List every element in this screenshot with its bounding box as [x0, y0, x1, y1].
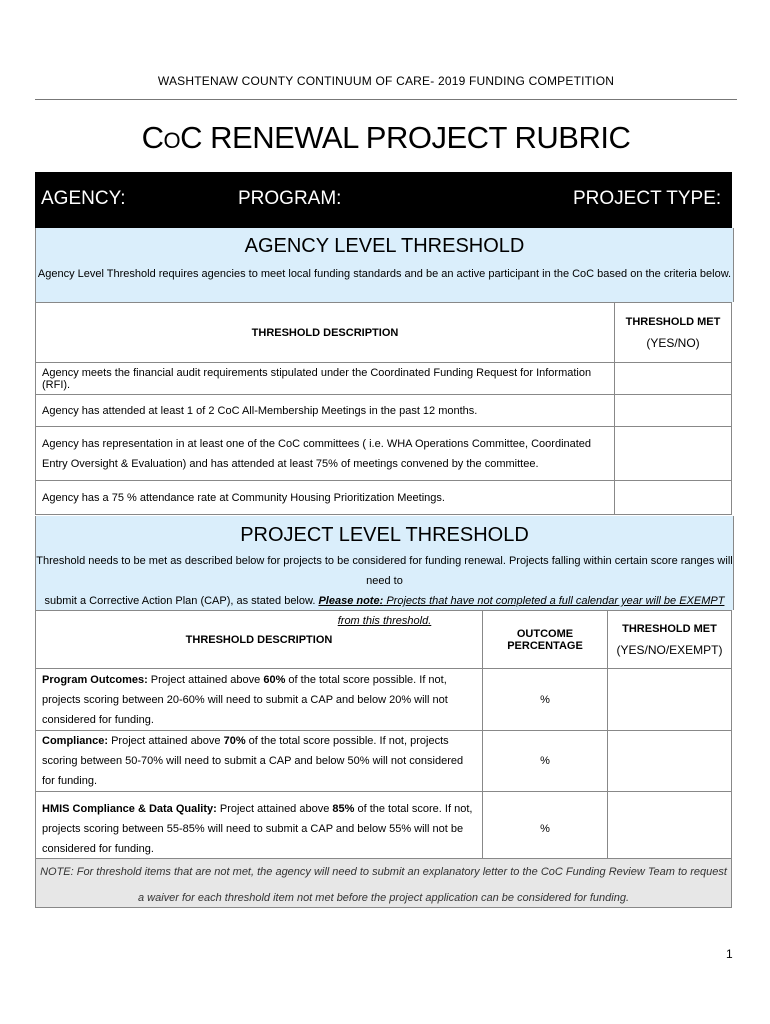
agency-label: AGENCY:: [41, 188, 126, 209]
project-row-desc: [36, 792, 483, 866]
project-threshold-table: [35, 610, 732, 866]
project-threshold-heading: PROJECT LEVEL THRESHOLD: [240, 524, 529, 546]
row-threshold: 60%: [263, 673, 286, 686]
project-type-label: PROJECT TYPE:: [573, 188, 722, 209]
table-row: [36, 481, 732, 515]
agency-col-met: [615, 303, 732, 363]
agency-threshold-table: [35, 302, 732, 515]
row-label: HMIS Compliance & Data Quality:: [42, 802, 217, 815]
row-threshold: 85%: [332, 802, 355, 815]
row-text: of the total score possible. If not, projects scoring between 50-70% will need to submit a CAP and below 50% will not considered for funding.: [42, 735, 464, 787]
project-col-met-line2: (YES/NO/EXEMPT): [616, 642, 723, 657]
title-c: C: [141, 120, 164, 155]
table-row: [36, 427, 732, 481]
agency-row-met-cell[interactable]: [615, 481, 732, 515]
title-rest: C RENEWAL PROJECT RUBRIC: [180, 120, 631, 155]
header-divider: [35, 99, 737, 100]
agency-col-met-line2: (YES/NO): [646, 335, 700, 350]
row-text: Project attained above: [147, 673, 264, 686]
project-col-outcome: OUTCOME PERCENTAGE: [483, 611, 608, 669]
row-text: Project attained above: [216, 802, 333, 815]
outcome-percentage-cell[interactable]: %: [483, 669, 608, 731]
agency-row-desc: Agency has attended at least 1 of 2 CoC All-Membership Meetings in the past 12 months.: [36, 395, 615, 427]
page-title: [35, 120, 737, 156]
outcome-percentage-cell[interactable]: %: [483, 731, 608, 792]
title-o: O: [163, 128, 181, 153]
agency-row-desc: Agency has representation in at least one of the CoC committees ( i.e. WHA Operations Committee, Coordinated Entry Oversight & Evaluation) and has attended at least 75% of meetings convened by the committee.: [36, 427, 615, 481]
project-col-met: [608, 611, 732, 669]
row-text: Project attained above: [108, 735, 224, 747]
table-row: [36, 731, 732, 792]
project-col-met-line1: THRESHOLD MET: [622, 622, 717, 635]
table-row: [36, 669, 732, 731]
competition-header: WASHTENAW COUNTY CONTINUUM OF CARE- 2019 FUNDING COMPETITION: [157, 74, 615, 88]
project-row-met-cell[interactable]: [608, 731, 732, 792]
agency-row-desc: Agency meets the financial audit requirements stipulated under the Coordinated Funding Request for Information (RFI).: [36, 363, 615, 395]
agency-col-met-line1: THRESHOLD MET: [625, 315, 721, 328]
subtext-2-text: submit a Corrective Action Plan (CAP), as stated below.: [44, 595, 319, 607]
agency-threshold-banner: [35, 228, 734, 302]
project-row-met-cell[interactable]: [608, 669, 732, 731]
waiver-note: NOTE: For threshold items that are not met, the agency will need to submit an explanatory letter to the CoC Funding Review Team to request a waiver for each threshold item not met before the project application can be considered for funding.: [35, 858, 732, 908]
project-threshold-subtext-1: Threshold needs to be met as described below for projects to be considered for funding renewal. Projects falling within certain score ranges will need to: [36, 555, 733, 587]
row-label: Program Outcomes:: [42, 673, 148, 686]
project-row-met-cell[interactable]: [608, 792, 732, 866]
project-threshold-banner: [35, 516, 734, 627]
agency-threshold-heading: AGENCY LEVEL THRESHOLD: [244, 235, 525, 257]
exempt-note: Projects that have not completed a full calendar year will be EXEMPT from this threshold.: [337, 595, 725, 627]
row-text: of the total score possible. If not, projects scoring between 20-60% will need to submit a CAP and below 20% will not considered for funding.: [42, 673, 448, 726]
row-threshold: 70%: [223, 735, 246, 747]
agency-row-met-cell[interactable]: [615, 427, 732, 481]
table-row: [36, 363, 732, 395]
table-row: [36, 792, 732, 866]
table-row: [36, 395, 732, 427]
project-col-description: THRESHOLD DESCRIPTION: [36, 611, 483, 669]
project-row-desc: [36, 731, 483, 792]
info-bar: [35, 172, 732, 228]
agency-row-desc: Agency has a 75 % attendance rate at Community Housing Prioritization Meetings.: [36, 481, 615, 515]
page-number: 1: [726, 947, 733, 961]
outcome-percentage-cell[interactable]: %: [483, 792, 608, 866]
project-row-desc: [36, 669, 483, 731]
agency-row-met-cell[interactable]: [615, 395, 732, 427]
row-label: Compliance:: [42, 735, 109, 747]
please-note-label: Please note:: [318, 595, 384, 607]
agency-row-met-cell[interactable]: [615, 363, 732, 395]
agency-col-description: THRESHOLD DESCRIPTION: [36, 303, 615, 363]
row-text: of the total score. If not, projects scoring between 55-85% will need to submit a CAP and below 55% will not be considered for funding.: [42, 802, 473, 855]
agency-threshold-subtext: Agency Level Threshold requires agencies to meet local funding standards and be an active participant in the CoC based on the criteria below.: [37, 268, 732, 280]
program-label: PROGRAM:: [238, 188, 342, 209]
